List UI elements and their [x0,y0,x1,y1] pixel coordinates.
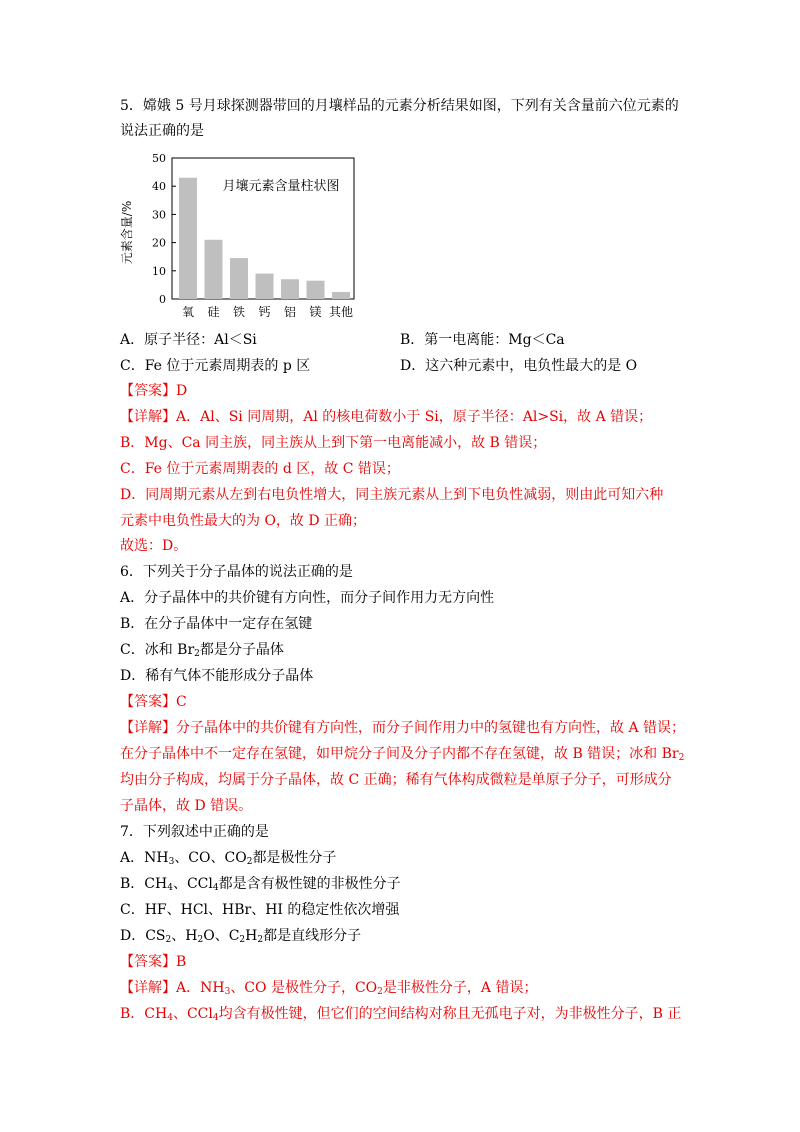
x-tick-label: 钙 [258,305,271,319]
q5-option-b: B．第一电离能：Mg＜Ca [400,332,565,348]
bar-7 [332,292,350,299]
q6-detail-2 [120,744,684,764]
q5-stem-line-2: 说法正确的是 [120,123,204,139]
q7-option-a-sub: 3 [168,857,175,867]
q7-detail-1-sub: 3 [224,987,231,997]
q6-option-c-text: C．冰和 Br [120,642,195,658]
y-tick-label: 40 [152,180,166,194]
q7-option-a-part: 、CO、CO [174,850,247,866]
q6-answer: 【答案】C [120,694,187,710]
q7-option-b [120,874,401,894]
q7-detail-1 [120,978,537,998]
q7-detail-2-part: 、CCl [172,1006,213,1022]
q6-detail-2-subscript: 2 [678,753,685,763]
q7-option-d-part: 、H [171,928,198,944]
q5-detail-4: D．同周期元素从左到右电负性增大，同主族元素从上到下电负性减弱，则由此可知六种 [120,487,664,503]
y-axis-label [119,201,134,264]
q5-answer: 【答案】D [120,383,188,399]
q6-detail-1: 【详解】分子晶体中的共价键有方向性，而分子间作用力中的氢键也有方向性，故 A 错误； [120,720,686,736]
q5-detail-5: 元素中电负性最大的为 O，故 D 正确； [120,513,367,529]
q7-option-d [120,926,361,946]
q7-detail-2-part: 均含有极性键，但它们的空间结构对称且无孤电子对，为非极性分子，B 正 [218,1006,682,1022]
q7-option-d-sub: 2 [197,935,204,945]
q7-detail-1-sub: 2 [377,987,383,997]
bar-6 [307,281,325,299]
q7-option-d-sub: 2 [239,935,246,945]
q7-detail-1-part: 【详解】A．NH [120,980,225,996]
q6-option-c [120,640,284,660]
q7-detail-2 [120,1004,681,1024]
q5-stem-line-1: 5．嫦娥 5 号月球探测器带回的月壤样品的元素分析结果如图，下列有关含量前六位元素的 [120,98,679,114]
q7-detail-2-part: B．CH [120,1006,168,1022]
q6-detail-2-text: 在分子晶体中不一定存在氢键，如甲烷分子间及分子内都不存在氢键，故 B 错误；冰和 Br [120,746,679,762]
y-tick-label: 30 [152,208,166,222]
q7-option-d-sub: 2 [257,935,264,945]
q5-option-a: A．原子半径：Al＜Si [120,332,257,348]
q7-detail-1-part: 、CO 是极性分子，CO [230,980,378,996]
bar-2 [205,240,223,299]
q7-option-b-part: 都是含有极性键的非极性分子 [218,876,401,892]
q7-option-d-part: O、C [203,928,240,944]
q7-stem: 7．下列叙述中正确的是 [120,824,269,840]
q5-detail-2: B．Mg、Ca 同主族，同主族从上到下第一电离能减小，故 B 错误； [120,435,547,451]
q5-detail-1: 【详解】A．Al、Si 同周期，Al 的核电荷数小于 Si，原子半径：Al>Si，故 A 错误； [120,409,653,425]
y-axis-label-text: 元素含量/% [120,200,134,265]
q7-option-c: C．HF、HCl、HBr、HI 的稳定性依次增强 [120,902,400,918]
q7-option-b-sub: 4 [212,883,219,893]
bar-4 [256,274,274,299]
q7-option-b-part: 、CCl [172,876,213,892]
q7-option-d-sub: 2 [165,935,172,945]
q5-detail-3: C．Fe 位于元素周期表的 d 区，故 C 错误； [120,461,400,477]
chart-title: 月壤元素含量柱状图 [222,179,340,194]
y-tick-label: 10 [152,264,166,278]
bar-5 [281,279,299,299]
q7-option-b-sub: 4 [167,883,173,893]
q5-option-c: C．Fe 位于元素周期表的 p 区 [120,358,311,374]
q7-option-b-part: B．CH [120,876,168,892]
bar-1 [179,178,197,299]
x-tick-label: 其他 [328,305,354,319]
q7-option-d-part: D．CS [120,928,166,944]
x-tick-label: 氧 [181,305,195,319]
q7-option-a [120,848,336,868]
q7-answer: 【答案】B [120,954,187,970]
y-tick-label: 0 [159,293,166,306]
q6-stem: 6．下列关于分子晶体的说法正确的是 [120,564,353,580]
q6-option-c-subscript: 2 [194,649,200,659]
x-tick-label: 镁 [309,305,322,319]
q7-option-d-part: 都是直线形分子 [263,928,362,944]
q7-option-a-part: A．NH [120,850,169,866]
x-tick-label: 铝 [283,305,297,319]
y-tick-label: 20 [152,236,166,250]
q6-option-a: A．分子晶体中的共价键有方向性，而分子间作用力无方向性 [120,590,495,606]
x-tick-label: 铁 [232,305,246,319]
element-content-bar-chart [118,148,368,326]
q7-option-a-part: 都是极性分子 [252,850,337,866]
q6-detail-3: 均由分子构成，均属于分子晶体，故 C 正确；稀有气体构成微粒是单原子分子，可形成分 [120,772,672,788]
q7-detail-2-sub: 4 [167,1013,173,1023]
q7-detail-1-part: 是非极性分子，A 错误； [382,980,538,996]
q7-detail-2-sub: 4 [212,1013,219,1023]
x-tick-label: 硅 [207,305,220,319]
bar-3 [230,258,248,299]
q6-option-d: D．稀有气体不能形成分子晶体 [120,668,314,684]
q5-detail-6: 故选：D。 [120,538,188,554]
q7-option-a-sub: 2 [246,857,253,867]
q5-option-d: D．这六种元素中，电负性最大的是 O [400,358,638,374]
q7-option-d-part: H [245,928,258,944]
q6-option-c-text-end: 都是分子晶体 [199,642,284,658]
q6-option-b: B．在分子晶体中一定存在氢键 [120,616,313,632]
y-tick-label: 50 [152,152,166,165]
q6-detail-4: 子晶体，故 D 错误。 [120,798,253,814]
